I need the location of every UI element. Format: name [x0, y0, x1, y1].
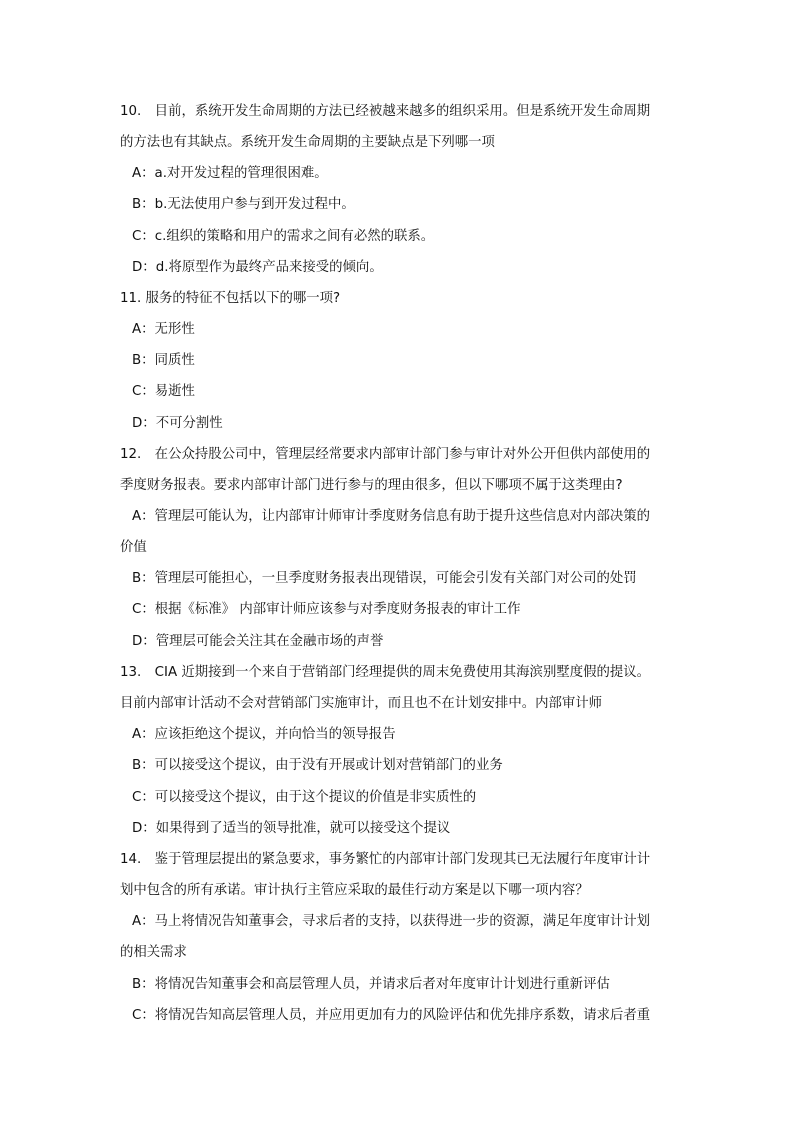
question-11-option-c: C：易逝性 — [132, 384, 195, 399]
question-13-text-line-1: 13. CIA 近期接到一个来自于营销部门经理提供的周末免费使用其海滨别墅度假的提议。 — [120, 665, 651, 680]
question-10-option-b: B：b.无法使用户参与到开发过程中。 — [132, 197, 355, 212]
question-10-option-c: C：c.组织的策略和用户的需求之间有必然的联系。 — [132, 229, 435, 244]
question-13-option-b: B：可以接受这个提议，由于没有开展或计划对营销部门的业务 — [132, 758, 503, 773]
question-11-option-a: A：无形性 — [132, 322, 195, 337]
question-11-option-b: B：同质性 — [132, 353, 195, 368]
question-12-option-a: A：管理层可能认为，让内部审计师审计季度财务信息有助于提升这些信息对内部决策的 — [132, 509, 651, 524]
question-12-option-c: C：根据《标准》 内部审计师应该参与对季度财务报表的审计工作 — [132, 602, 521, 617]
question-10-text-line-1: 10. 目前，系统开发生命周期的方法已经被越来越多的组织采用。但是系统开发生命周期 — [120, 104, 651, 119]
question-12-option-a-continued: 价值 — [120, 540, 147, 555]
question-11-option-d: D：不可分割性 — [132, 416, 223, 431]
question-12-option-d: D：管理层可能会关注其在金融市场的声誉 — [132, 634, 384, 649]
question-13-option-c: C：可以接受这个提议，由于这个提议的价值是非实质性的 — [132, 790, 477, 805]
question-14-option-b: B：将情况告知董事会和高层管理人员，并请求后者对年度审计计划进行重新评估 — [132, 977, 610, 992]
question-10-text-line-2: 的方法也有其缺点。系统开发生命周期的主要缺点是下列哪一项 — [120, 135, 495, 150]
question-12-text-line-1: 12. 在公众持股公司中，管理层经常要求内部审计部门参与审计对外公开但供内部使用的 — [120, 447, 651, 462]
question-14-option-c: C：将情况告知高层管理人员，并应用更加有力的风险评估和优先排序系数，请求后者重 — [132, 1008, 651, 1023]
question-14-option-a-continued: 的相关需求 — [120, 945, 187, 960]
question-12-option-b: B：管理层可能担心，一旦季度财务报表出现错误，可能会引发有关部门对公司的处罚 — [132, 571, 637, 586]
question-13-option-a: A：应该拒绝这个提议，并向恰当的领导报告 — [132, 727, 396, 742]
question-13-text-line-2: 目前内部审计活动不会对营销部门实施审计，而且也不在计划安排中。内部审计师 — [120, 696, 603, 711]
question-11-text: 11. 服务的特征不包括以下的哪一项? — [120, 291, 341, 306]
question-13-option-d: D：如果得到了适当的领导批准，就可以接受这个提议 — [132, 821, 451, 836]
question-10-option-d: D：d.将原型作为最终产品来接受的倾向。 — [132, 260, 383, 275]
question-14-text-line-2: 划中包含的所有承诺。审计执行主管应采取的最佳行动方案是以下哪一项内容？ — [120, 883, 589, 898]
question-14-text-line-1: 14. 鉴于管理层提出的紧急要求，事务繁忙的内部审计部门发现其已无法履行年度审计计 — [120, 852, 651, 867]
question-12-text-line-2: 季度财务报表。要求内部审计部门进行参与的理由很多，但以下哪项不属于这类理由? — [120, 478, 623, 493]
question-14-option-a: A：马上将情况告知董事会，寻求后者的支持，以获得进一步的资源，满足年度审计计划 — [132, 914, 651, 929]
question-10-option-a: A：a.对开发过程的管理很困难。 — [132, 166, 328, 181]
